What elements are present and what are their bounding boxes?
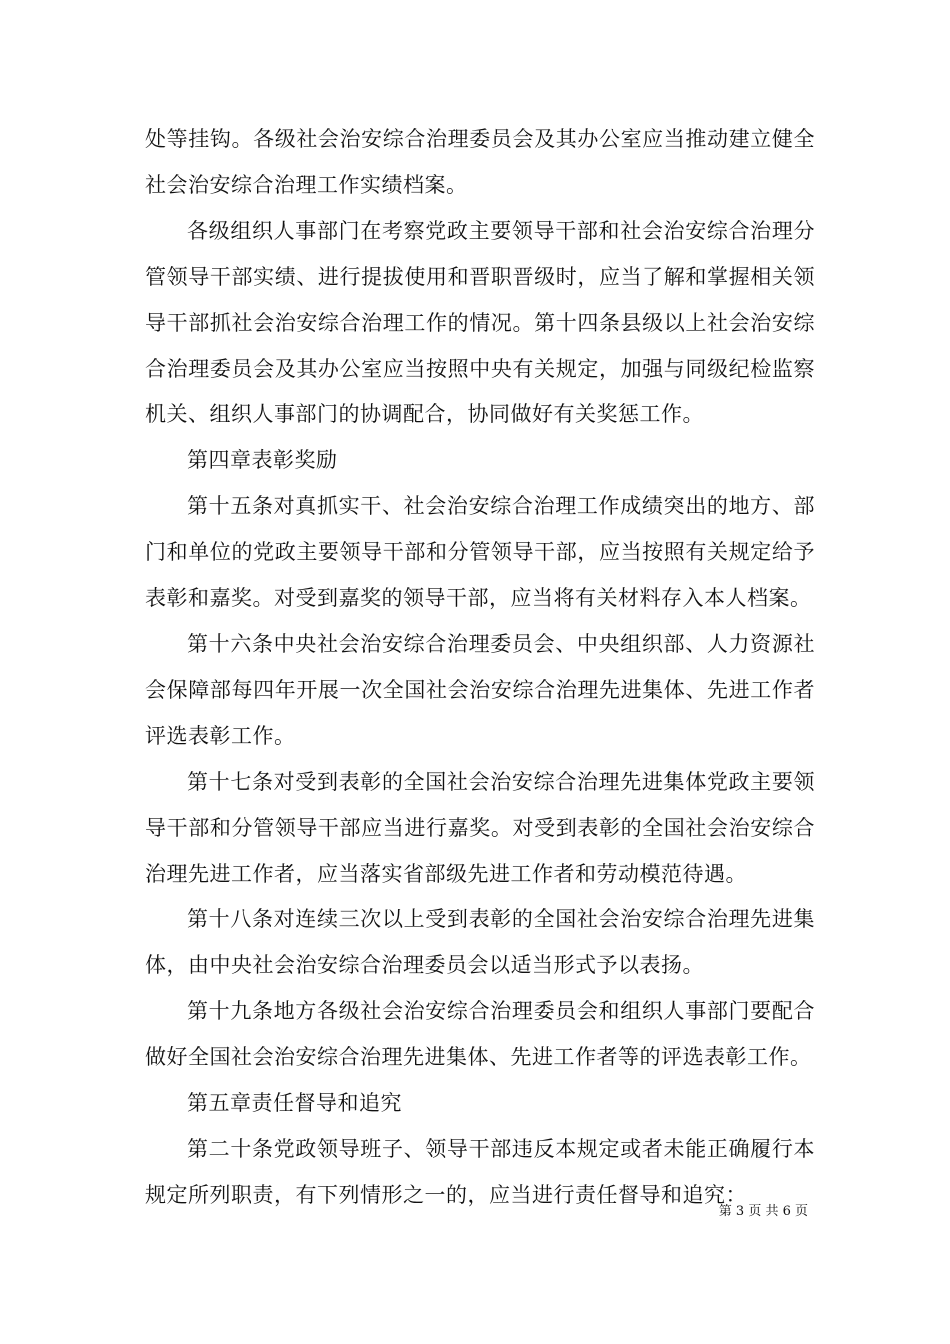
paragraph: 第十七条对受到表彰的全国社会治安综合治理先进集体党政主要领导干部和分管领导干部应当进行嘉奖。对受到表彰的全国社会治安综合治理先进工作者，应当落实省部级先进工作者和劳动模范待遇。 [145,769,815,886]
chapter-heading: 第四章表彰奖励 [187,448,338,473]
paragraph-continuation: 处等挂钩。各级社会治安综合治理委员会及其办公室应当推动建立健全社会治安综合治理工作实绩档案。 [145,127,815,197]
paragraph: 第十八条对连续三次以上受到表彰的全国社会治安综合治理先进集体，由中央社会治安综合治理委员会以适当形式予以表扬。 [145,907,815,978]
document-body [145,117,815,1219]
paragraph: 第十五条对真抓实干、社会治安综合治理工作成绩突出的地方、部门和单位的党政主要领导干部和分管领导干部，应当按照有关规定给予表彰和嘉奖。对受到嘉奖的领导干部，应当将有关材料存入本人档案。 [145,494,815,611]
paragraph: 第十九条地方各级社会治安综合治理委员会和组织人事部门要配合做好全国社会治安综合治理先进集体、先进工作者等的评选表彰工作。 [145,999,815,1070]
paragraph: 第十六条中央社会治安综合治理委员会、中央组织部、人力资源社会保障部每四年开展一次全国社会治安综合治理先进集体、先进工作者评选表彰工作。 [145,631,815,748]
paragraph: 各级组织人事部门在考察党政主要领导干部和社会治安综合治理分管领导干部实绩、进行提拔使用和晋职晋级时，应当了解和掌握相关领导干部抓社会治安综合治理工作的情况。第十四条县级以上社会治安综合治理委员会及其办公室应当按照中央有关规定，加强与同级纪检监察机关、组织人事部门的协调配合，协同做好有关奖惩工作。 [145,218,815,427]
page-number-footer: 第 3 页 共 6 页 [718,1204,808,1219]
chapter-heading: 第五章责任督导和追究 [187,1091,402,1116]
paragraph: 第二十条党政领导班子、领导干部违反本规定或者未能正确履行本规定所列职责，有下列情形之一的，应当进行责任督导和追究： [145,1136,815,1207]
